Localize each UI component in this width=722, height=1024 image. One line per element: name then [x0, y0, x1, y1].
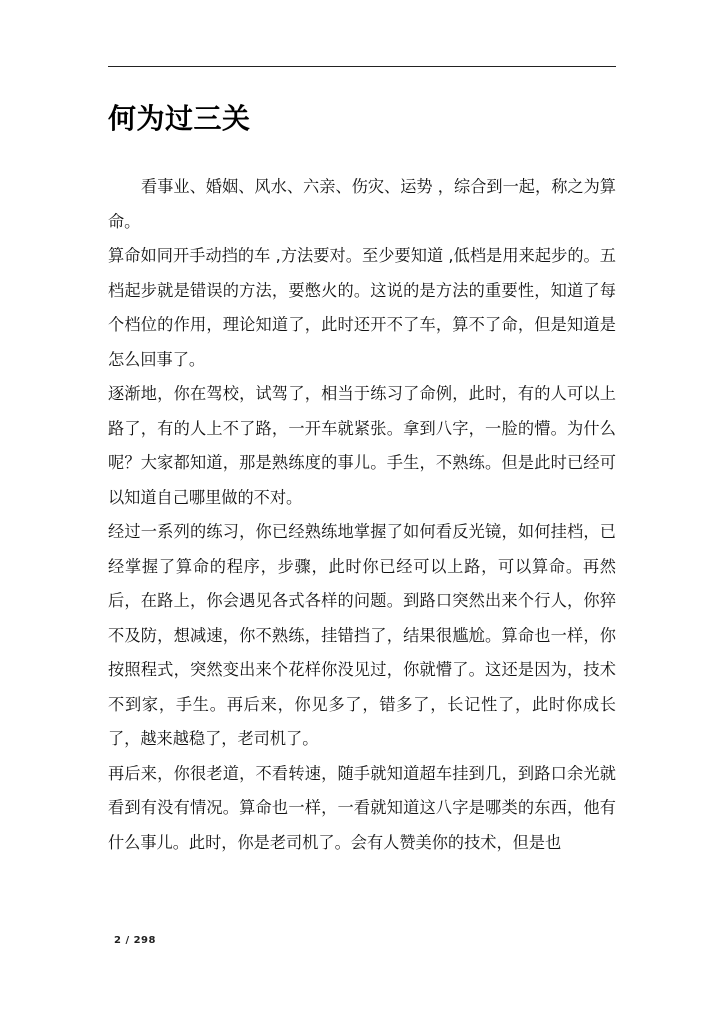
paragraph: 看事业、婚姻、风水、六亲、伤灾、运势 ，综合到一起，称之为算命。 [108, 177, 616, 231]
paragraph: 算命如同开手动挡的车 ,方法要对。至少要知道 ,低档是用来起步的。五档起步就是错误的方法，要憋火的。这说的是方法的重要性，知道了每个档位的作用，理论知道了，此时还开不了车，算不了命，但是知道是怎么回事了。 [108, 246, 616, 369]
document-title: 何为过三关 [108, 102, 251, 135]
header-rule [108, 66, 616, 67]
document-body [108, 170, 616, 860]
page-number: 2 / 298 [114, 935, 156, 946]
paragraph: 再后来，你很老道，不看转速，随手就知道超车挂到几，到路口余光就看到有没有情况。算命也一样，一看就知道这八字是哪类的东西，他有什么事儿。此时，你是老司机了。会有人赞美你的技术，但是也 [108, 763, 616, 852]
paragraph: 逐渐地，你在驾校，试驾了，相当于练习了命例，此时，有的人可以上路了，有的人上不了路，一开车就紧张。拿到八字，一脸的懵。为什么呢？大家都知道，那是熟练度的事儿。手生，不熟练。但是此时已经可以知道自己哪里做的不对。 [108, 384, 616, 507]
paragraph: 经过一系列的练习，你已经熟练地掌握了如何看反光镜，如何挂档，已经掌握了算命的程序，步骤，此时你已经可以上路，可以算命。再然后，在路上，你会遇见各式各样的问题。到路口突然出来个行人，你猝不及防，想减速，你不熟练，挂错挡了，结果很尴尬。算命也一样，你按照程式，突然变出来个花样你没见过，你就懵了。这还是因为，技术不到家，手生。再后来，你见多了，错多了，长记性了，此时你成长了，越来越稳了，老司机了。 [108, 522, 616, 748]
